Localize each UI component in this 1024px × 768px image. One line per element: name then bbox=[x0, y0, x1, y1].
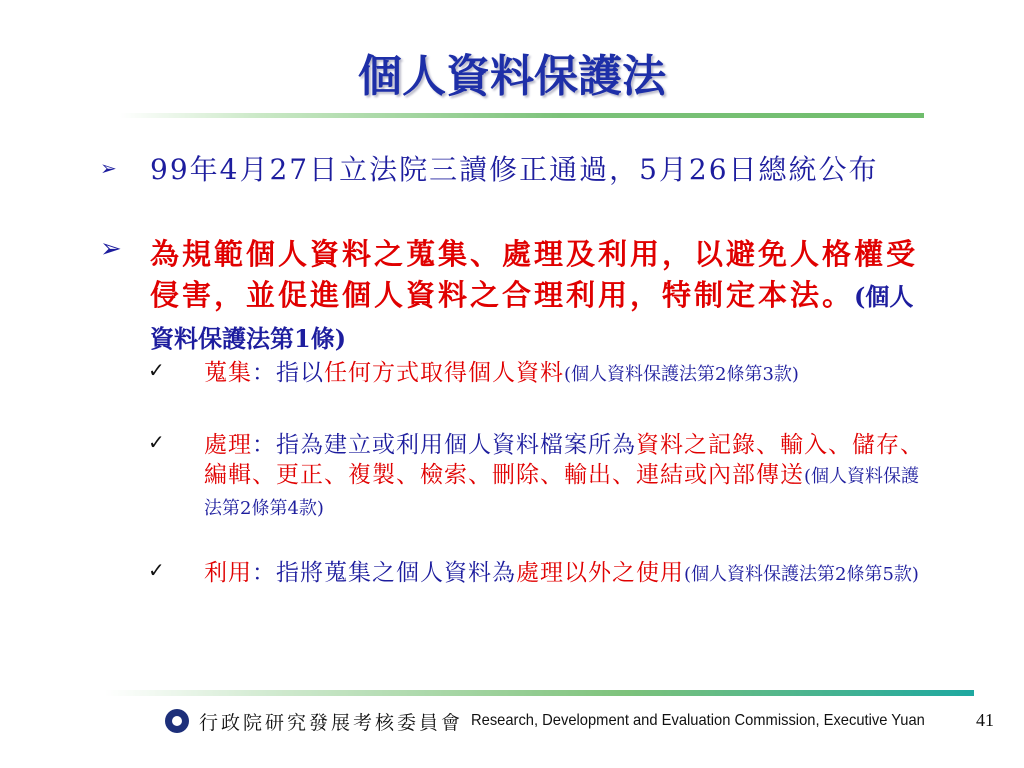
purpose-reference: (個人資料保護法第1條) bbox=[150, 282, 914, 353]
bullet-passage bbox=[100, 150, 930, 190]
legal-reference: (個人資料保護法第2條第5款) bbox=[684, 564, 919, 585]
arrow-bullet-icon: ➢ bbox=[100, 234, 122, 264]
footer-divider bbox=[105, 690, 974, 696]
bullet-passage-text: 99年4月27日立法院三讀修正通過，5月26日總統公布 bbox=[150, 153, 879, 186]
checkmark-icon: ✓ bbox=[148, 430, 165, 454]
sub-bullet-use bbox=[148, 558, 928, 590]
term-use: 利用 bbox=[204, 560, 252, 586]
bullet-purpose-text bbox=[150, 234, 930, 359]
org-name-english: Research, Development and Evaluation Commission, Executive Yuan bbox=[471, 712, 925, 729]
definition-emphasis: 資料之記錄、輸入、儲存、編輯、更正、複製、檢索、刪除、輸出、連結或內部傳送 bbox=[204, 432, 924, 488]
term-processing: 處理 bbox=[204, 432, 252, 458]
title-divider bbox=[120, 113, 924, 118]
purpose-statement: 為規範個人資料之蒐集、處理及利用，以避免人格權受侵害，並促進個人資料之合理利用，特制定本法。 bbox=[150, 237, 919, 312]
sub-bullet-collection bbox=[148, 358, 928, 390]
slide-title: 個人資料保護法 bbox=[358, 51, 666, 102]
definition-intro: ：指為建立或利用個人資料檔案所為 bbox=[252, 432, 636, 458]
sub-bullet-processing bbox=[148, 430, 928, 524]
arrow-bullet-icon: ➢ bbox=[100, 156, 117, 180]
term-collection: 蒐集 bbox=[204, 360, 252, 386]
bullet-purpose bbox=[100, 234, 930, 359]
rdec-logo-icon bbox=[165, 709, 189, 733]
definition-emphasis: 處理以外之使用 bbox=[516, 560, 684, 586]
definition-intro: ：指將蒐集之個人資料為 bbox=[252, 560, 516, 586]
definition-emphasis: 任何方式取得個人資料 bbox=[324, 360, 564, 386]
page-number: 41 bbox=[976, 710, 994, 730]
legal-reference: (個人資料保護法第2條第4款) bbox=[204, 466, 920, 519]
legal-reference: (個人資料保護法第2條第3款) bbox=[564, 364, 799, 385]
org-name-chinese: 行政院研究發展考核委員會 bbox=[199, 711, 464, 734]
definition-intro: ：指以 bbox=[252, 360, 324, 386]
checkmark-icon: ✓ bbox=[148, 558, 165, 582]
checkmark-icon: ✓ bbox=[148, 358, 165, 382]
footer bbox=[165, 708, 964, 734]
